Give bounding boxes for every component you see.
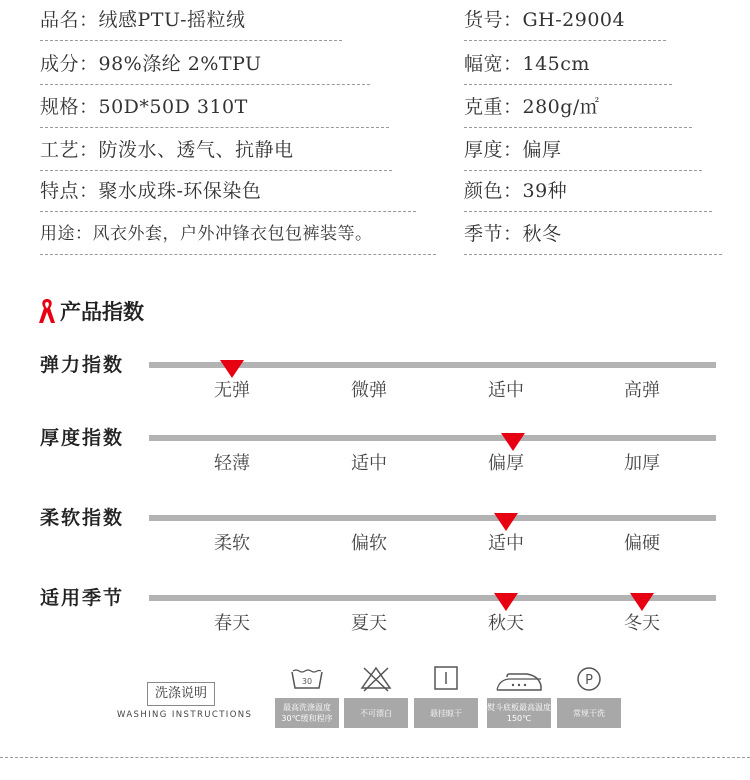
index-tick: 偏硬 <box>624 533 660 554</box>
spec-season: 季节：秋冬 <box>464 216 722 255</box>
hang-dry-icon <box>414 664 478 694</box>
wash-temp-text: 30 <box>301 677 313 686</box>
index-tick: 春天 <box>214 613 250 634</box>
dry-clean-letter: P <box>585 673 593 688</box>
index-label: 柔软指数 <box>40 507 125 529</box>
index-softness <box>0 503 750 573</box>
spec-width: 幅宽：145cm <box>464 46 672 85</box>
spec-item-number: 货号：GH-29004 <box>464 2 666 41</box>
index-tick: 偏厚 <box>488 453 524 474</box>
index-bar <box>149 435 716 441</box>
spec-process: 工艺：防泼水、透气、抗静电 <box>40 132 392 171</box>
iron-icon <box>487 664 551 694</box>
spec-colors: 颜色：39种 <box>464 173 712 212</box>
index-tick: 夏天 <box>351 613 387 634</box>
index-label: 适用季节 <box>40 587 125 609</box>
spec-composition: 成分：98%涤纶 2%TPU <box>40 46 370 85</box>
index-tick: 适中 <box>488 533 524 554</box>
index-tick: 适中 <box>351 453 387 474</box>
spec-usage: 用途：风衣外套，户外冲锋衣包包裤装等。 <box>40 216 436 255</box>
section-title-text: 产品指数 <box>60 300 144 324</box>
ribbon-icon <box>38 297 56 325</box>
index-tick: 秋天 <box>488 613 524 634</box>
spec-weight: 克重：280g/㎡ <box>464 89 692 128</box>
spec-features: 特点：聚水成珠-环保染色 <box>40 173 416 212</box>
wash-caption: 不可漂白 <box>344 698 408 728</box>
index-tick: 微弹 <box>351 380 387 401</box>
dry-clean-p-icon <box>557 664 621 694</box>
wash-tub-30-icon <box>275 664 339 694</box>
index-tick: 高弹 <box>624 380 660 401</box>
index-tick: 无弹 <box>214 380 250 401</box>
wash-caption: 悬挂晾干 <box>414 698 478 728</box>
index-tick: 偏软 <box>351 533 387 554</box>
index-tick: 轻薄 <box>214 453 250 474</box>
index-thickness <box>0 423 750 493</box>
index-label: 厚度指数 <box>40 427 125 449</box>
no-bleach-icon <box>344 664 408 694</box>
spec-thickness: 厚度：偏厚 <box>464 132 702 171</box>
section-title <box>38 296 144 326</box>
washing-subtitle: WASHING INSTRUCTIONS <box>117 710 253 720</box>
wash-caption: 常规干洗 <box>557 698 621 728</box>
wash-caption: 熨斗底板最高温度150℃ <box>487 698 551 728</box>
spec-product-name: 品名：绒感PTU-摇粒绒 <box>40 2 342 41</box>
index-tick: 柔软 <box>214 533 250 554</box>
index-tick: 适中 <box>488 380 524 401</box>
index-tick: 加厚 <box>624 453 660 474</box>
bottom-divider <box>0 757 750 758</box>
index-tick: 冬天 <box>624 613 660 634</box>
washing-title: 洗涤说明 <box>147 682 215 706</box>
index-bar <box>149 515 716 521</box>
wash-caption: 最高洗涤温度30℃缓和程序 <box>275 698 339 728</box>
spec-specification: 规格：50D*50D 310T <box>40 89 389 128</box>
index-label: 弹力指数 <box>40 354 125 376</box>
index-season <box>0 583 750 653</box>
index-elasticity <box>0 350 750 420</box>
